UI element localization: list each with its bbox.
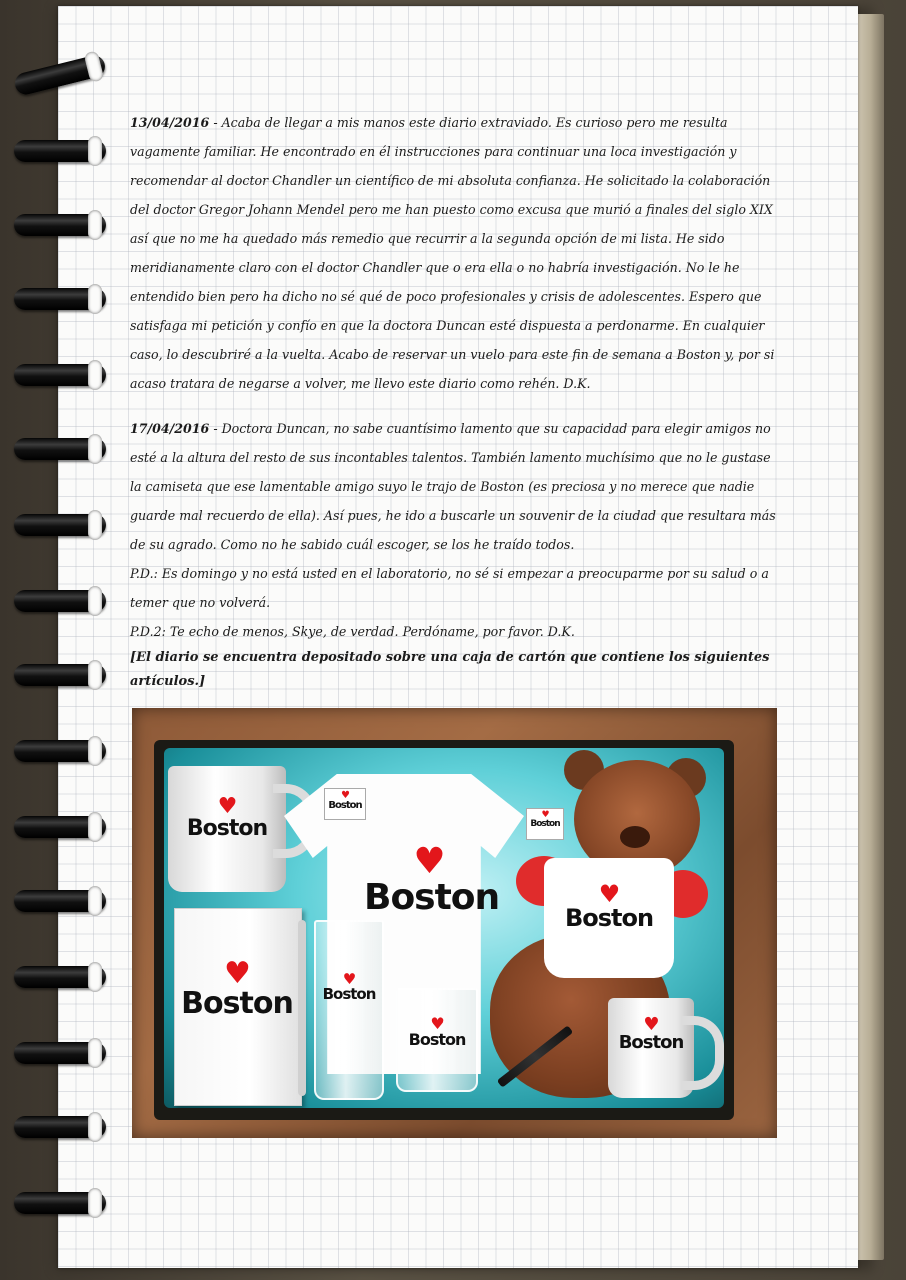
boston-logo: ♥ Boston bbox=[527, 811, 563, 829]
bear-nose bbox=[620, 826, 650, 848]
diary-entry-2 bbox=[130, 414, 780, 559]
box-note: [El diario se encuentra depositado sobre una caja de cartón que contiene los siguientes artículos.] bbox=[130, 650, 770, 689]
entry-date: 17/04/2016 bbox=[130, 421, 210, 436]
spiral-ring bbox=[14, 590, 106, 612]
spiral-ring bbox=[13, 53, 108, 97]
badge bbox=[324, 788, 366, 820]
heart-icon: ♥ bbox=[341, 790, 349, 801]
boston-logo: ♥ Boston bbox=[398, 1016, 476, 1048]
spiral-ring bbox=[14, 140, 106, 162]
spiral-ring bbox=[14, 1116, 106, 1138]
boston-logo: ♥ Boston bbox=[550, 882, 668, 930]
spiral-ring bbox=[14, 1192, 106, 1214]
spiral-ring bbox=[14, 740, 106, 762]
spiral-ring bbox=[14, 514, 106, 536]
heart-icon: ♥ bbox=[224, 956, 250, 991]
heart-icon: ♥ bbox=[217, 794, 237, 819]
spiral-ring bbox=[14, 214, 106, 236]
souvenir-tray bbox=[154, 740, 734, 1120]
postscript-2: P.D.2: Te echo de menos, Skye, de verdad. Perdóname, por favor. D.K. bbox=[130, 624, 575, 639]
spiral-binding bbox=[0, 0, 120, 1280]
souvenir-box-photo bbox=[132, 708, 777, 1138]
heart-icon: ♥ bbox=[342, 970, 356, 988]
heart-icon: ♥ bbox=[598, 880, 620, 908]
diary-text bbox=[130, 108, 780, 694]
postscript-1: P.D.: Es domingo y no está usted en el laboratorio, no sé si empezar a preocuparme por su salud o a temer que no volverá. bbox=[130, 566, 769, 610]
boston-logo: ♥ Boston bbox=[614, 1016, 688, 1052]
spiral-ring bbox=[14, 288, 106, 310]
keychain bbox=[526, 808, 564, 840]
boston-logo: ♥ Boston bbox=[316, 972, 382, 1002]
boston-logo: ♥ Boston bbox=[364, 841, 500, 918]
spiral-ring bbox=[14, 1042, 106, 1064]
spiral-ring bbox=[14, 364, 106, 386]
tall-glass bbox=[314, 920, 384, 1100]
boston-logo: ♥ Boston bbox=[182, 796, 272, 840]
bear-tshirt bbox=[544, 858, 674, 978]
heart-icon: ♥ bbox=[643, 1014, 659, 1035]
heart-icon: ♥ bbox=[413, 841, 445, 882]
tray-inner bbox=[164, 748, 724, 1108]
heart-icon: ♥ bbox=[430, 1014, 444, 1033]
entry-body: - Doctora Duncan, no sabe cuantísimo lamento que su capacidad para elegir amigos no esté a la altura del resto de sus incontables talentos. También lamento muchísimo que no le gustase la camiseta que ese lamentable amigo suyo le trajo de Boston (es preciosa y no merece que nadie guarde mal recuerdo de ella). Así pues, he ido a buscarle un souvenir de la ciudad que resultara más de su agrado. Como no he sabido cuál escoger, se los he traído todos. bbox=[130, 421, 776, 552]
entry-date: 13/04/2016 bbox=[130, 115, 210, 130]
boston-logo: ♥ Boston bbox=[179, 959, 295, 1019]
boston-logo: ♥ Boston bbox=[325, 791, 365, 811]
diary-entry-1 bbox=[130, 108, 780, 398]
spiral-ring bbox=[14, 890, 106, 912]
notepad-pen bbox=[298, 920, 306, 1096]
heart-icon: ♥ bbox=[541, 810, 549, 820]
mug-small bbox=[608, 998, 694, 1098]
spiral-ring bbox=[14, 438, 106, 460]
spiral-ring bbox=[14, 966, 106, 988]
entry-body: - Acaba de llegar a mis manos este diario extraviado. Es curioso pero me resulta vagamente familiar. He encontrado en él instrucciones para continuar una loca investigación y recomendar al doctor Chandler un científico de mi absoluta confianza. He solicitado la colaboración del doctor Gregor Johann Mendel pero me han puesto como excusa que murió a finales del siglo XIX así que no me ha quedado más remedio que recurrir a la segunda opción de mi lista. He sido meridianamente claro con el doctor Chandler que o era ella o no habría investigación. No le he entendido bien pero ha dicho no sé qué de poco profesionales y crisis de adolescentes. Espero que satisfaga mi petición y confío en que la doctora Duncan esté dispuesta a perdonarme. En cualquier caso, lo descubriré a la vuelta. Acabo de reservar un vuelo para este fin de semana a Boston y, por si acaso tratara de negarse a volver, me llevo este diario como rehén. D.K. bbox=[130, 115, 775, 391]
notepad bbox=[174, 908, 302, 1106]
mug-large bbox=[168, 766, 286, 892]
spiral-ring bbox=[14, 664, 106, 686]
spiral-ring bbox=[14, 816, 106, 838]
shot-glass bbox=[396, 988, 478, 1092]
